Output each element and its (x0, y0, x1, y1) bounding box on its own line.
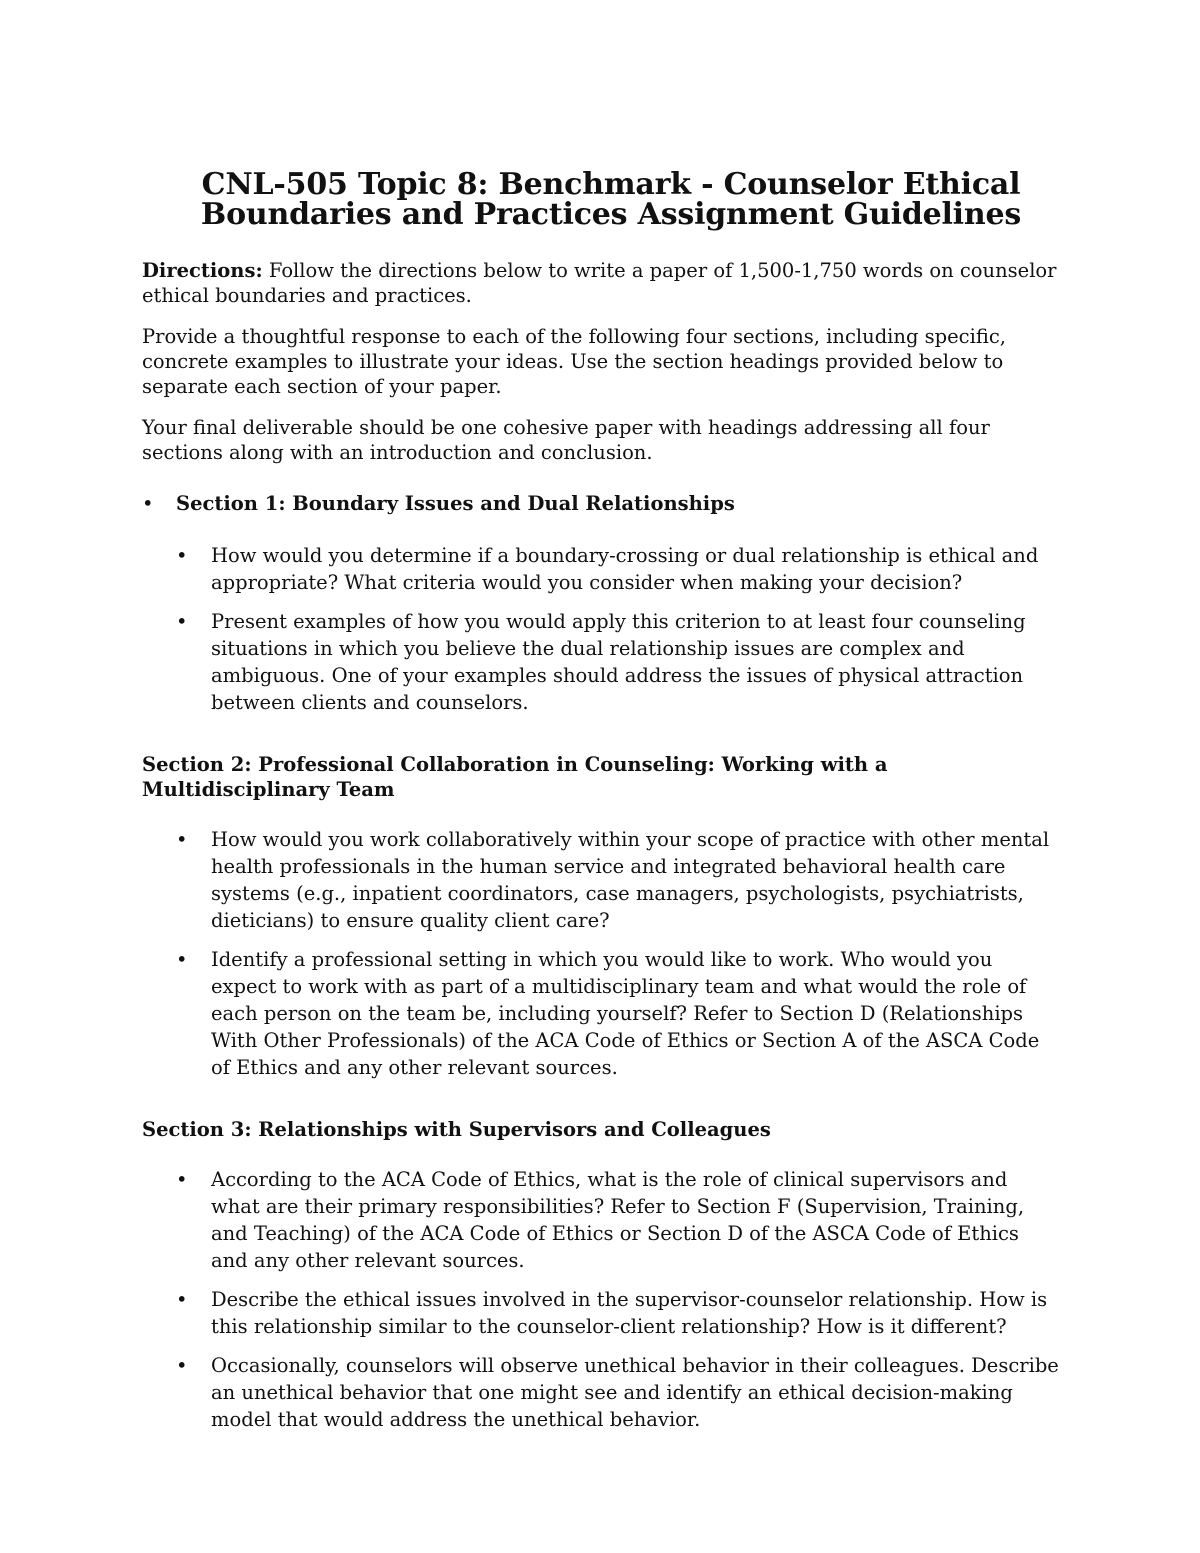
bullet-icon: • (176, 610, 188, 633)
section-2-list (176, 826, 1060, 1081)
section-3-heading: Section 3: Relationships with Supervisors and Colleagues (142, 1118, 771, 1141)
list-item-text: Present examples of how you would apply this criterion to at least four counseling situations in which you believe the dual relationship issues are complex and ambiguous. One of your examples should address the issues of physical attraction between clients and counselors. (211, 610, 1026, 714)
bullet-icon: • (176, 1354, 188, 1377)
bullet-icon: • (142, 492, 154, 515)
section-heading-text: Section 1: Boundary Issues and Dual Relationships (176, 492, 735, 515)
title-line-1: CNL-505 Topic 8: Benchmark - Counselor Ethical (201, 167, 1021, 202)
list-item (176, 542, 1060, 596)
list-item (176, 1352, 1060, 1433)
list-item-text: Occasionally, counselors will observe unethical behavior in their colleagues. Describe an unethical behavior that one might see and identify an ethical decision-making model that would address the unethical behavior. (211, 1354, 1059, 1431)
section-1-heading (142, 491, 1060, 516)
deliverable-paragraph: Your final deliverable should be one cohesive paper with headings addressing all four sections along with an introduction and conclusion. (142, 416, 990, 464)
bullet-icon: • (176, 1168, 188, 1191)
title-line-2: Boundaries and Practices Assignment Guidelines (200, 197, 1022, 232)
bullet-icon: • (176, 1288, 188, 1311)
section-3-list (176, 1166, 1060, 1433)
list-item-text: Describe the ethical issues involved in the supervisor-counselor relationship. How is this relationship similar to the counselor-client relationship? How is it different? (211, 1288, 1048, 1338)
directions-label: Directions: (142, 259, 263, 282)
list-item (176, 946, 1060, 1081)
list-item (176, 1166, 1060, 1274)
directions-paragraph (142, 258, 1060, 308)
list-item-text: How would you determine if a boundary-crossing or dual relationship is ethical and appropriate? What criteria would you consider when making your decision? (211, 544, 1039, 594)
document-title (142, 167, 1060, 232)
list-item (176, 608, 1060, 716)
bullet-icon: • (176, 828, 188, 851)
directions-text: Follow the directions below to write a paper of 1,500-1,750 words on counselor ethical boundaries and practices. (142, 259, 1057, 307)
list-item (176, 1286, 1060, 1340)
section-2-heading: Section 2: Professional Collaboration in Counseling: Working with a Multidisciplinary Team (142, 753, 888, 801)
list-item (176, 826, 1060, 934)
list-item-text: How would you work collaboratively within your scope of practice with other mental health professionals in the human service and integrated behavioral health care systems (e.g., inpatient coordinators, case managers, psychologists, psychiatrists, dieticians) to ensure quality client care? (211, 828, 1050, 932)
list-item-text: According to the ACA Code of Ethics, what is the role of clinical supervisors and what are their primary responsibilities? Refer to Section F (Supervision, Training, and Teaching) of the ACA Code of Ethics or Section D of the ASCA Code of Ethics and any other relevant sources. (211, 1168, 1025, 1272)
section-1-list (176, 542, 1060, 716)
instructions-paragraph: Provide a thoughtful response to each of the following four sections, including specific, concrete examples to illustrate your ideas. Use the section headings provided below to separate each section of your paper. (142, 325, 1006, 398)
list-item-text: Identify a professional setting in which you would like to work. Who would you expect to work with as part of a multidisciplinary team and what would the role of each person on the team be, including yourself? Refer to Section D (Relationships With Other Professionals) of the ACA Code of Ethics or Section A of the ASCA Code of Ethics and any other relevant sources. (211, 948, 1040, 1079)
bullet-icon: • (176, 948, 188, 971)
bullet-icon: • (176, 544, 188, 567)
